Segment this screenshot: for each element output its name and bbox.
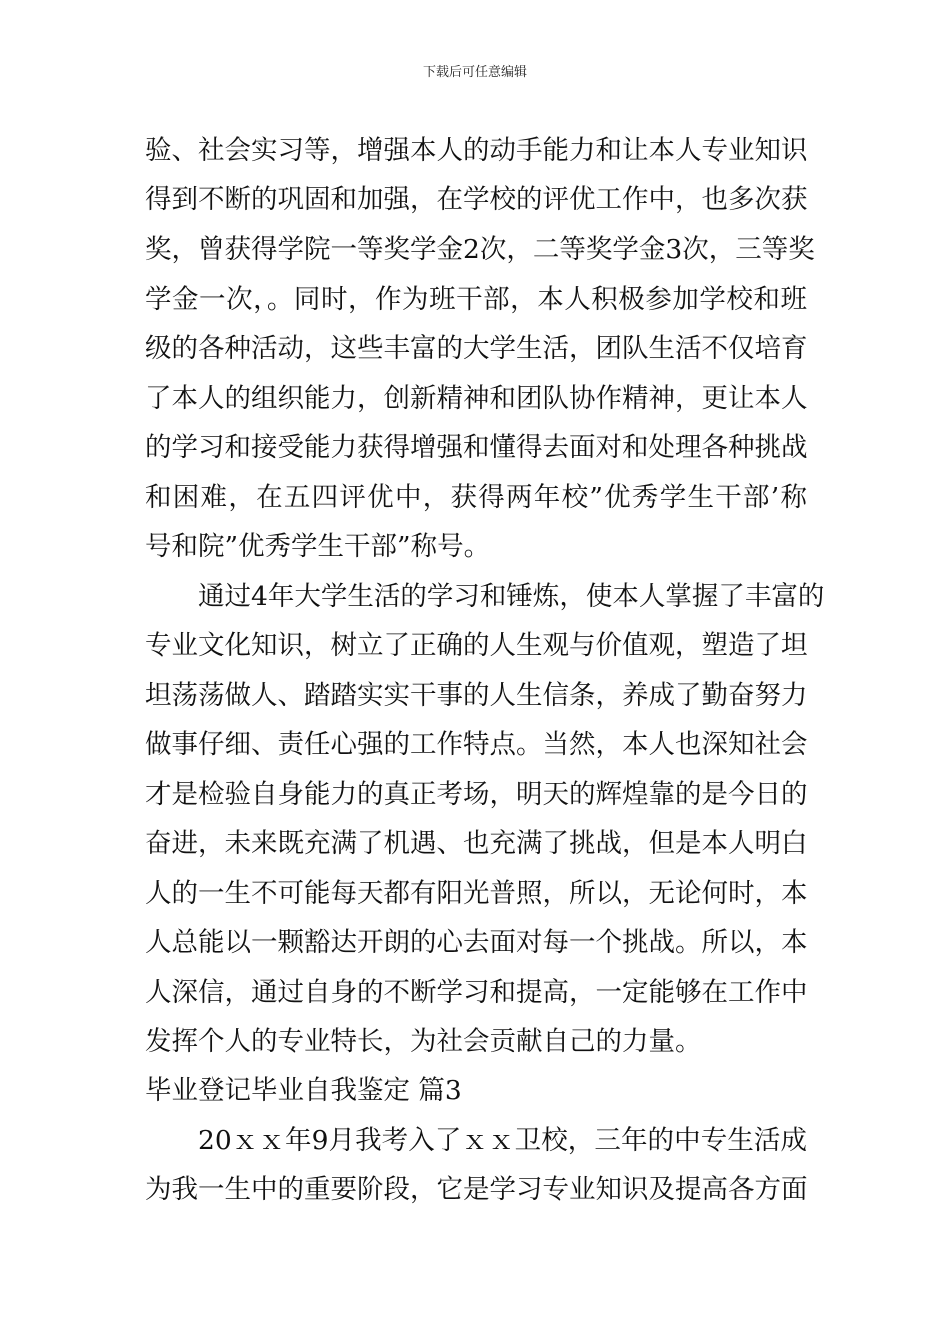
text-line: 得到不断的巩固和加强，在学校的评优工作中，也多次获 [145,184,808,215]
text-line: 才是检验自身能力的真正考场，明天的辉煌靠的是今日的 [145,779,808,810]
text-line: 验、社会实习等，增强本人的动手能力和让本人专业知识 [145,135,808,166]
text-line: 人总能以一颗豁达开朗的心去面对每一个挑战。所以，本 [145,927,808,958]
text-line: 奋进，未来既充满了机遇、也充满了挑战，但是本人明白 [145,828,808,859]
page-header: 下载后可任意编辑 [422,65,527,80]
text-line: 人的一生不可能每天都有阳光普照，所以，无论何时，本 [145,878,808,909]
text-line: 坦荡荡做人、踏踏实实干事的人生信条，养成了勤奋努力 [145,680,808,711]
text-line: 学金一次，。同时，作为班干部，本人积极参加学校和班 [145,284,807,315]
text-line: 级的各种活动，这些丰富的大学生活，团队生活不仅培育 [145,333,808,364]
text-line: 为我一生中的重要阶段，它是学习专业知识及提高各方面 [145,1174,808,1205]
text-line: 了本人的组织能力，创新精神和团队协作精神，更让本人 [145,383,808,414]
text-line: 做事仔细、责任心强的工作特点。当然，本人也深知社会 [145,729,808,760]
text-line: 的学习和接受能力获得增强和懂得去面对和处理各种挑战 [145,432,808,463]
paragraph-start-line: 20ｘｘ年9月我考入了ｘｘ卫校，三年的中专生活成 [198,1125,807,1156]
text-line: 专业文化知识，树立了正确的人生观与价值观，塑造了坦 [145,630,808,661]
text-line: 和困难，在五四评优中，获得两年校”优秀学生干部’称 [145,482,807,513]
paragraph-start-line: 通过4年大学生活的学习和锤炼，使本人掌握了丰富的 [198,581,825,612]
text-line: 号和院”优秀学生干部”称号。 [145,531,491,562]
section-heading: 毕业登记毕业自我鉴定 篇3 [145,1075,462,1106]
text-line: 发挥个人的专业特长，为社会贡献自己的力量。 [145,1026,702,1057]
text-line: 人深信，通过自身的不断学习和提高，一定能够在工作中 [145,977,808,1008]
text-line: 奖，曾获得学院一等奖学金2次，二等奖学金3次，三等奖 [145,234,815,265]
